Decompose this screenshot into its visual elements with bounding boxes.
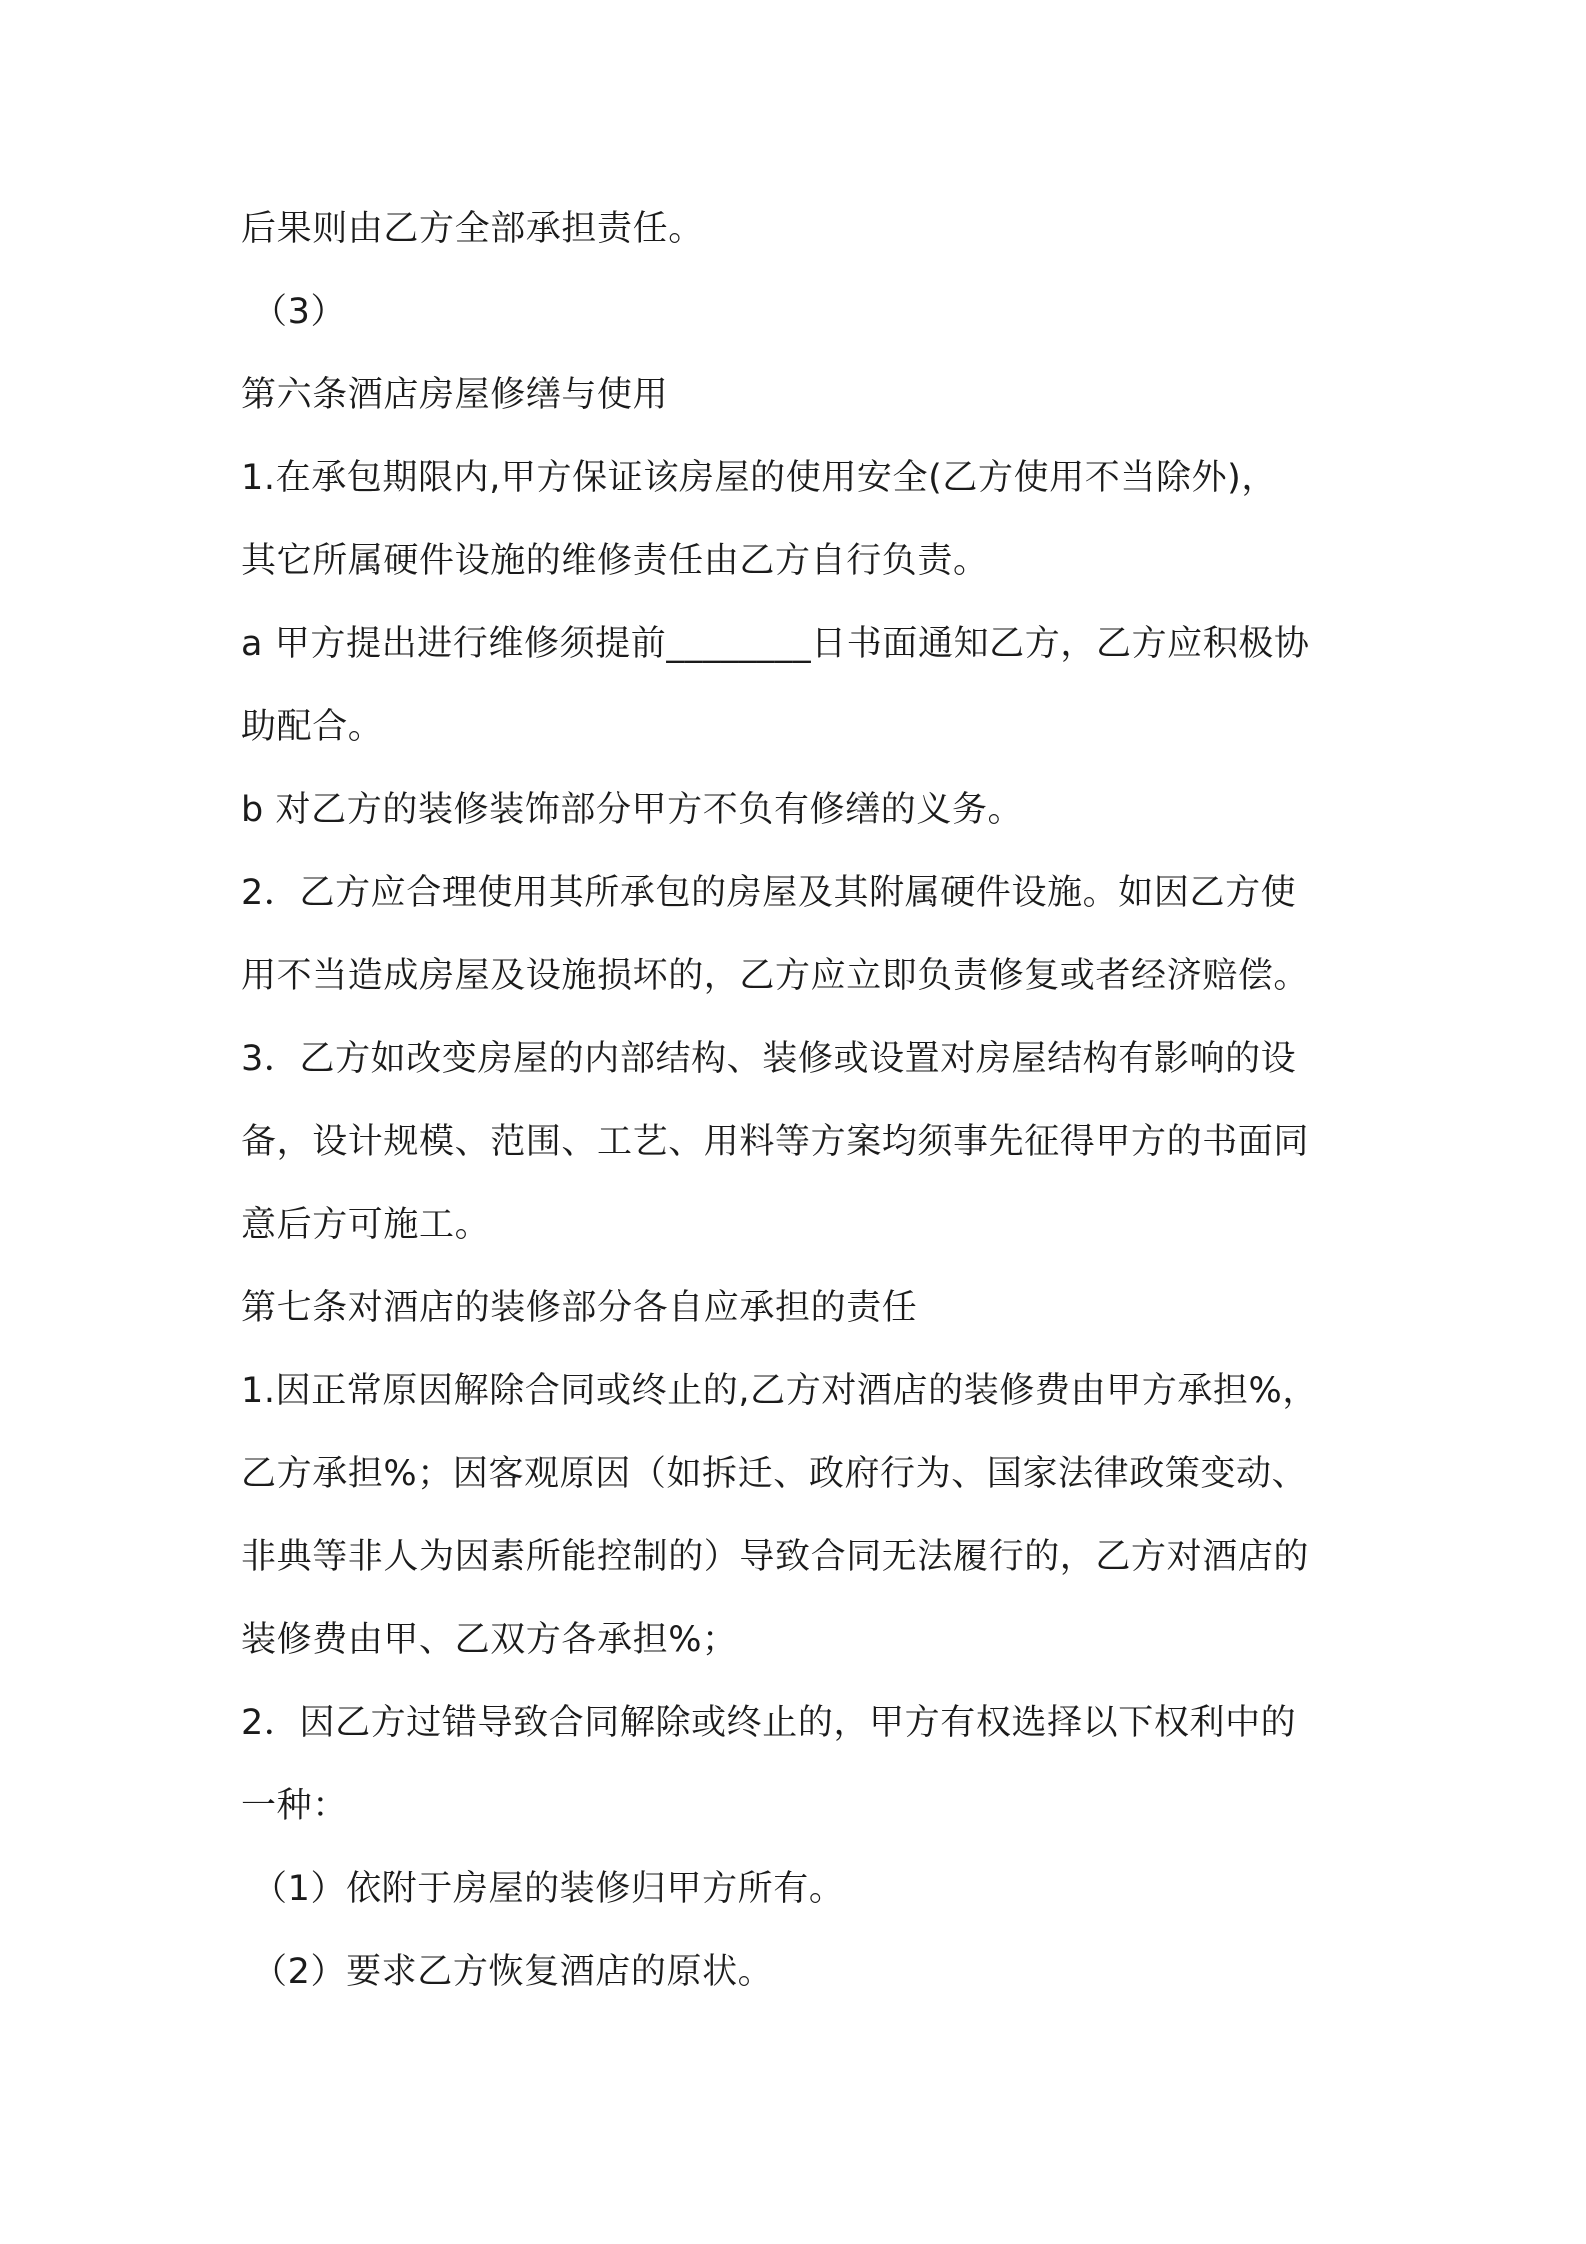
text-line-9: 2．乙方应合理使用其所承包的房屋及其附属硬件设施。如因乙方使 xyxy=(241,873,1297,913)
text-line-17: 非典等非人为因素所能控制的）导致合同无法履行的，乙方对酒店的 xyxy=(241,1537,1310,1577)
text-line-11: 3．乙方如改变房屋的内部结构、装修或设置对房屋结构有影响的设 xyxy=(241,1039,1297,1079)
text-line-2: （3） xyxy=(252,292,347,332)
text-line-21: （1）依附于房屋的装修归甲方所有。 xyxy=(252,1869,845,1909)
text-line-13: 意后方可施工。 xyxy=(241,1205,491,1245)
text-line-18: 装修费由甲、乙双方各承担%； xyxy=(241,1620,738,1660)
text-line-5: 其它所属硬件设施的维修责任由乙方自行负责。 xyxy=(241,541,989,581)
text-line-6: a 甲方提出进行维修须提前________日书面通知乙方，乙方应积极协 xyxy=(241,624,1310,664)
article-six-heading: 第六条酒店房屋修缮与使用 xyxy=(241,375,669,415)
text-line-20: 一种： xyxy=(241,1786,348,1826)
text-line-12: 备，设计规模、范围、工艺、用料等方案均须事先征得甲方的书面同 xyxy=(241,1122,1310,1162)
text-line-19: 2．因乙方过错导致合同解除或终止的，甲方有权选择以下权利中的 xyxy=(241,1703,1297,1743)
text-line-4: 1.在承包期限内,甲方保证该房屋的使用安全(乙方使用不当除外)， xyxy=(241,458,1278,498)
text-line-15: 1.因正常原因解除合同或终止的,乙方对酒店的装修费由甲方承担%， xyxy=(241,1371,1318,1411)
text-line-22: （2）要求乙方恢复酒店的原状。 xyxy=(252,1952,774,1992)
text-line-7: 助配合。 xyxy=(241,707,384,747)
text-line-16: 乙方承担%；因客观原因（如拆迁、政府行为、国家法律政策变动、 xyxy=(241,1454,1308,1494)
text-line-1: 后果则由乙方全部承担责任。 xyxy=(241,209,704,249)
text-line-10: 用不当造成房屋及设施损坏的，乙方应立即负责修复或者经济赔偿。 xyxy=(241,956,1310,996)
article-seven-heading: 第七条对酒店的装修部分各自应承担的责任 xyxy=(241,1288,918,1328)
text-line-8: b 对乙方的装修装饰部分甲方不负有修缮的义务。 xyxy=(241,790,1024,830)
